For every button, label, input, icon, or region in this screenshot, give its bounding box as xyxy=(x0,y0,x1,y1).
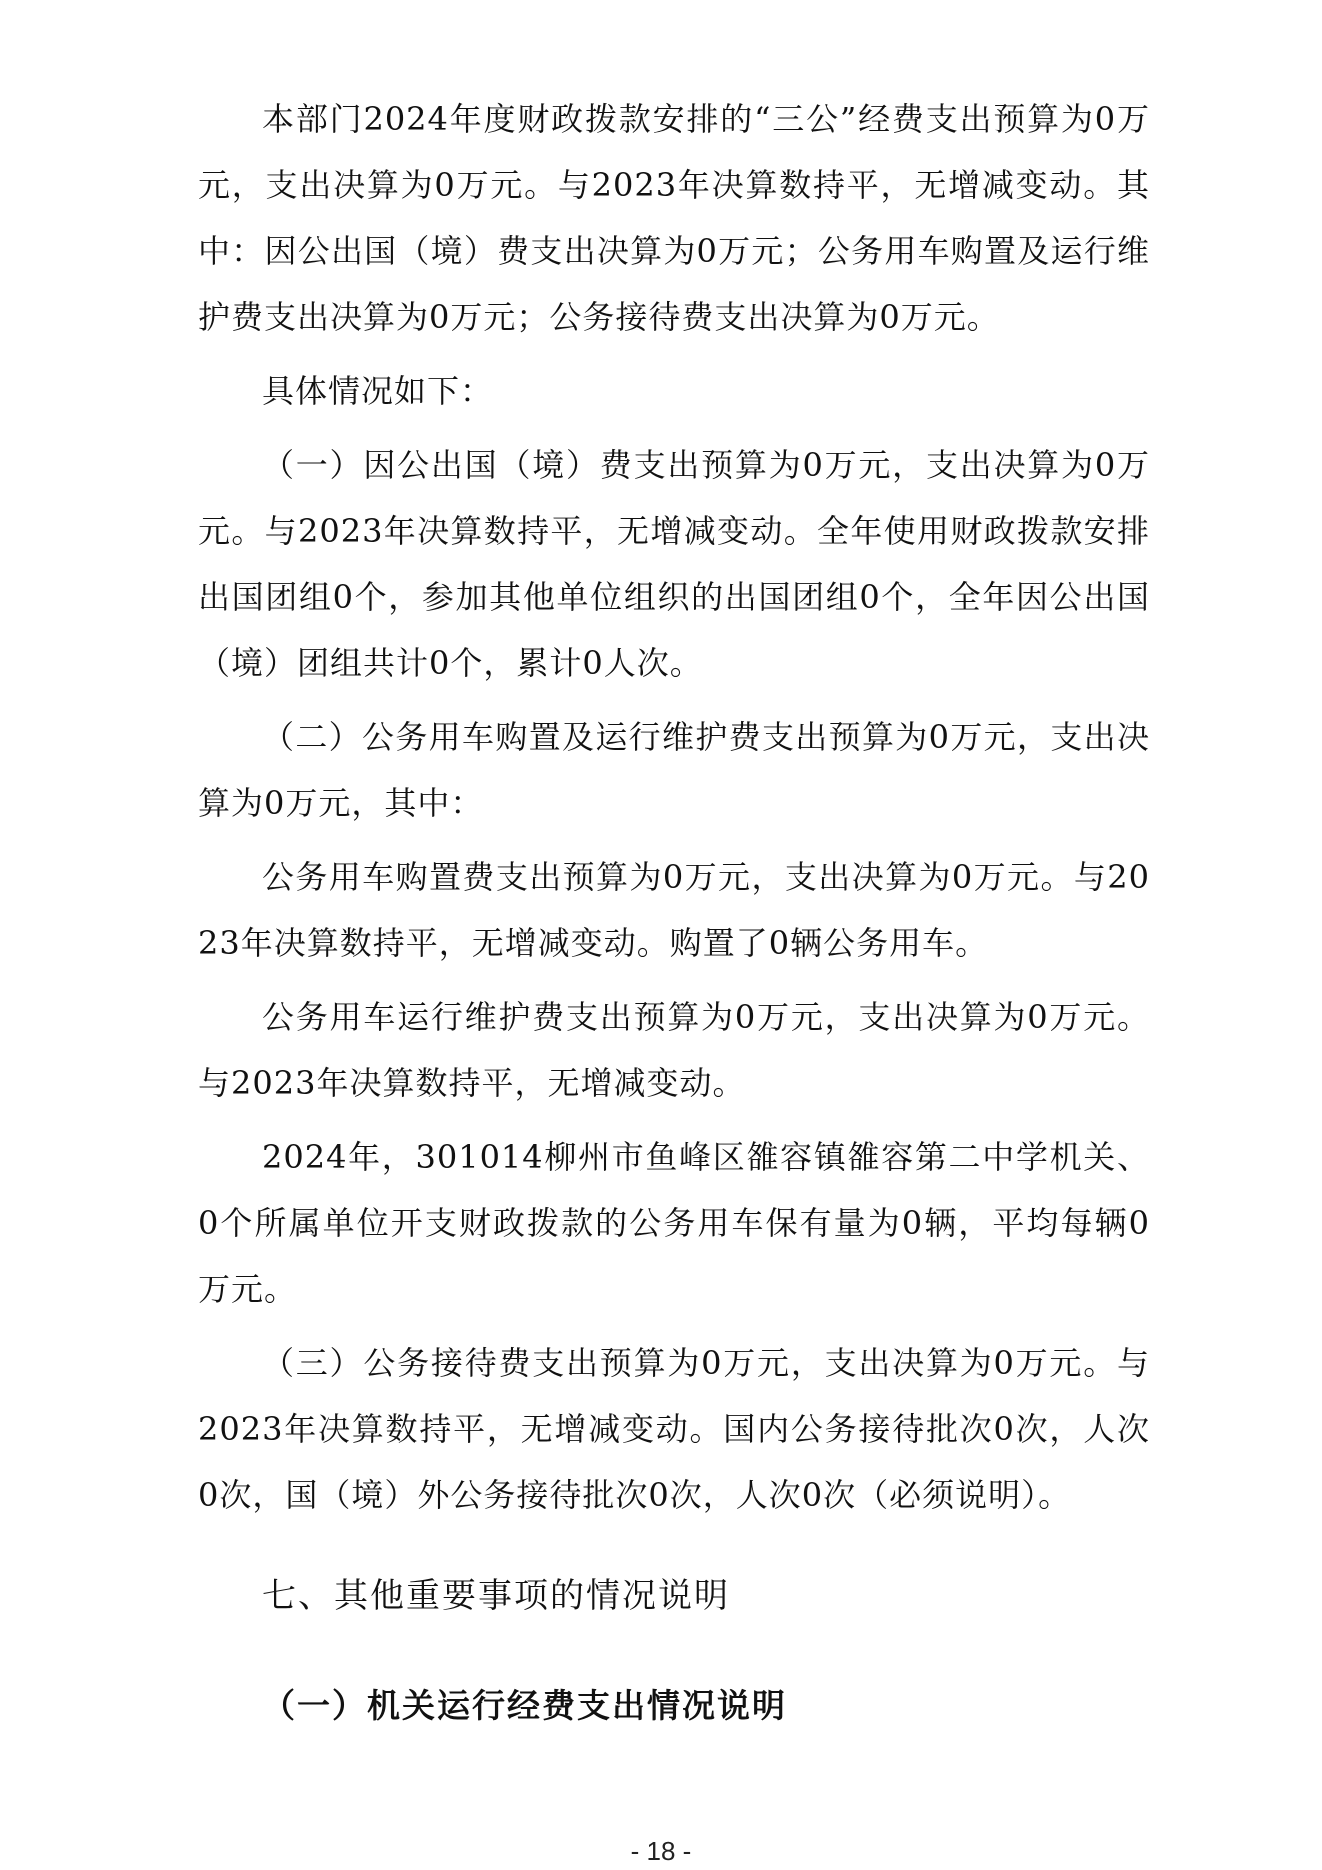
section-heading: 七、其他重要事项的情况说明 xyxy=(262,1576,730,1616)
paragraph-overseas-travel: （一）因公出国（境）费支出预算为0万元，支出决算为0万元。与2023年决算数持平，无增减变动。全年使用财政拨款安排出国团组0个，参加其他单位组织的出国团组0个，全年因公出国（境）团组共计0个，累计0人次。 xyxy=(198,446,1150,682)
paragraph-details-intro: 具体情况如下： xyxy=(262,372,494,410)
page-body xyxy=(198,86,1150,1746)
paragraph-vehicle-costs: （二）公务用车购置及运行维护费支出预算为0万元，支出决算为0万元，其中： xyxy=(198,718,1150,822)
paragraph-three-public-overview: 本部门2024年度财政拨款安排的“三公”经费支出预算为0万元，支出决算为0万元。与2023年决算数持平，无增减变动。其中：因公出国（境）费支出决算为0万元；公务用车购置及运行维护费支出决算为0万元；公务接待费支出决算为0万元。 xyxy=(198,100,1150,336)
page-number: - 18 - xyxy=(630,1836,692,1866)
paragraph-vehicle-maintenance: 公务用车运行维护费支出预算为0万元，支出决算为0万元。与2023年决算数持平，无增减变动。 xyxy=(198,998,1150,1102)
paragraph-vehicle-holdings: 2024年，301014柳州市鱼峰区雒容镇雒容第二中学机关、0个所属单位开支财政拨款的公务用车保有量为0辆，平均每辆0万元。 xyxy=(198,1138,1150,1308)
paragraph-vehicle-purchase: 公务用车购置费支出预算为0万元，支出决算为0万元。与2023年决算数持平，无增减变动。购置了0辆公务用车。 xyxy=(198,858,1150,962)
paragraph-reception-costs: （三）公务接待费支出预算为0万元，支出决算为0万元。与2023年决算数持平，无增减变动。国内公务接待批次0次，人次0次，国（境）外公务接待批次0次，人次0次（必须说明）。 xyxy=(198,1344,1150,1514)
subsection-heading: （一）机关运行经费支出情况说明 xyxy=(262,1686,787,1725)
